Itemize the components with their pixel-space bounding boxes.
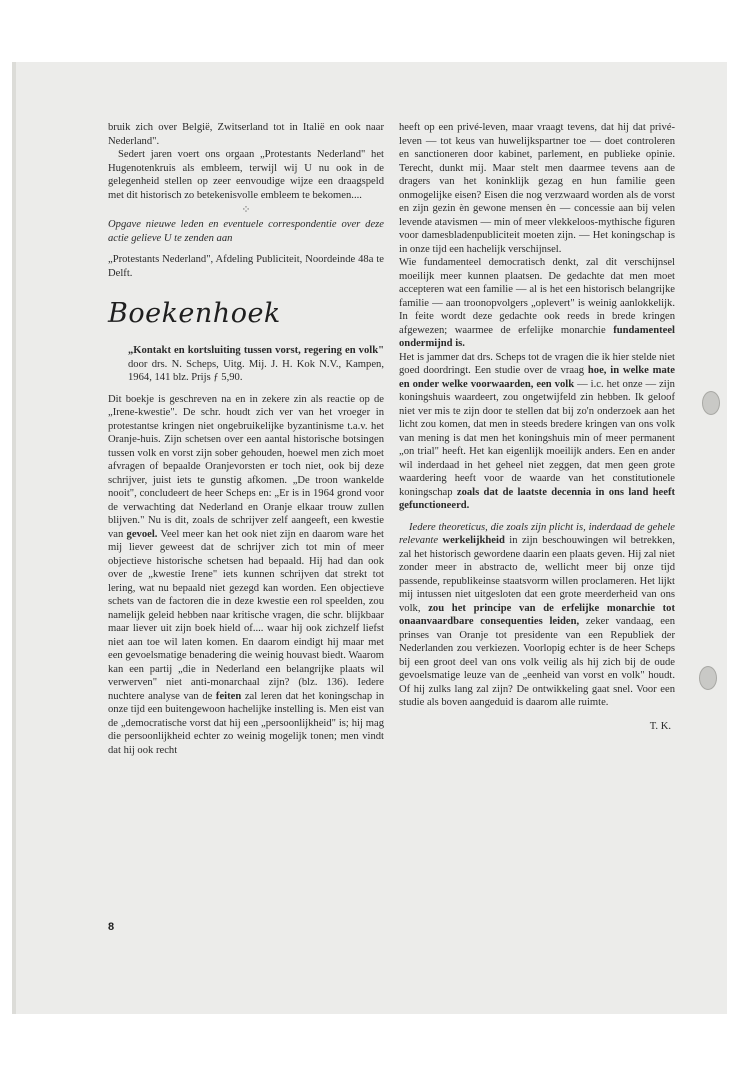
paragraph-text: Wie fundamenteel democratisch denkt, zal dit verschijnsel moeilijk meer kunnen plaatsen. De gedachte dat men moet accepteren wat een familie — al is het een historisch belangrijke familie — aan troonopvolgers „oplevert" is weinig aanlokkelijk. In feite wordt deze gedachte ook reeds in brede kringen afgewezen; waarmee de erfelijke monarchie — [399, 257, 675, 336]
review-bold: gevoel. — [126, 528, 158, 540]
book-reference — [128, 344, 384, 385]
review-text: zal leren dat het koningschap in onze tijd een buitengewoon hachelijke instelling is. Men eist van de „democratische vorst dat hij een „persoonlijkheid" is; hij mag die persoonlijkheid echter zo weinig mogelijk tonen; men vindt dat hij ook recht — [108, 690, 384, 756]
paragraph-bold: fundamenteel ondermijnd is. — [399, 324, 675, 349]
page-number: 8 — [108, 921, 115, 933]
right-paragraph-3 — [399, 351, 675, 513]
paragraph-bold: hoe, in welke mate en onder welke voorwaarden, een volk — [399, 365, 675, 390]
paragraph-bold: zoals dat de laatste decennia in ons land heeft gefunctioneerd. — [399, 486, 675, 511]
review-paragraph-1 — [108, 393, 384, 758]
intro-paragraph-2: Sedert jaren voert ons orgaan „Protestants Nederland" het Hugenotenkruis als embleem, terwijl wij U nu ook in de gelegenheid stellen op zeer eenvoudige wijze een draagspeld met dit historisch zo betekenisvolle embleem te bekomen.... — [108, 149, 384, 201]
paragraph-text: zeker vandaag, een prinses van Oranje tot presidente van een Republiek der Nederlanden zou verkiezen. Voorlopig echter is de heer Scheps bij een groot deel van ons volk veilig als hij zich bij de oude gevoelsmatige leuze van de „eenheid van vorst en volk" houdt. Of hij zulks lang zal zijn? De ontwikkeling gaat snel. Voor een studie als boven aangeduid is daarom alle ruimte. — [399, 616, 675, 708]
paragraph-bold: zou het principe van de erfelijke monarchie tot onaanvaardbare consequenties leiden, — [399, 602, 675, 627]
review-text: Dit boekje is geschreven na en in zekere zin als reactie op de „Irene-kwestie". De schr. houdt zich ver van het vroeger in protestantse kringen niet ongebruikelijke byzantinisme t.a.v. het Oranje-huis. Zijn schetsen over een aantal historische botsingen tussen volk en vorst zijn sober gehouden, hoewel men zich moet afvragen of bepaalde Oranjevorsten er toch niet, ook bij deze schrijver, juist iets te gunstig afkomen. „De troon wankelde nooit", concludeert de heer Scheps en: „Er is in 1964 grond voor de verwachting dat Nederland en Oranje elkaar trouw zullen blijven." Nu is dit, zoals de schrijver zelf aangeeft, een kwestie van — [108, 393, 384, 540]
left-column — [108, 121, 384, 757]
section-heading: Boekenhoek — [108, 298, 281, 329]
binder-hole — [699, 666, 717, 690]
right-column — [399, 121, 675, 733]
review-bold: feiten — [215, 690, 242, 702]
right-paragraph-4 — [399, 521, 675, 710]
section-heading-row — [108, 294, 384, 334]
signature: T. K. — [649, 720, 671, 732]
review-text: Veel meer kan het ook niet zijn en daarom ware het mij liever geweest dat de schrijver zich tot min of meer objectieve historische schetsen had bepaald. Hij had dan ook over de „kwestie Irene" iets kunnen schrijven dat strekt tot lering, wat nu bepaald niet gezegd kan worden. Een objectieve schets van de factoren die in deze kwestie een rol speelden, zou namelijk geleid hebben naar kritische vragen, die schr. blijkbaar maar liever uit zijn boek hield of.... waar hij ook zichzelf liefst niet aan toe wil laten komen. En daarom eindigt hij maar met een gevoelsmatige benadering die weinig houvast biedt. Waarom kan een partij „die in Nederland een belangrijke plaats wil verwerven" niet anti-monarchaal zijn? (blz. 136). Iedere nuchtere analyse van de — [108, 528, 384, 702]
right-paragraph-2 — [399, 256, 675, 351]
page-edge-shadow — [12, 62, 16, 1014]
ornament-glyph: ⁘ — [241, 204, 251, 216]
paragraph-text: in zijn beschouwingen wil betrekken, zal het historisch gewordene daarin een plaats geven. Hij zal niet zonder meer in abstracto de, wellicht meer bij onze tijd passende, republikeinse staatsvorm willen proclameren. Het lijkt mij intussen niet uitgesloten dat een grote meerderheid van ons volk, — [399, 535, 675, 614]
book-details: door drs. N. Scheps, Uitg. Mij. J. H. Kok N.V., Kampen, 1964, 141 blz. Prijs ƒ 5,90. — [128, 358, 384, 383]
right-paragraph-1: heeft op een privé-leven, maar vraagt tevens, dat hij dat privé-leven — tot keus van huwelijkspartner toe — doet controleren en sanctioneren door kabinet, parlement, en publieke opinie. Terecht, dunkt mij. Maar stelt men daarmee tevens aan de dragers van het koninklijk gezag en hun familie geen onmogelijke eisen? Eisen die nog verzwaard worden als de vorst en zijn gezin èn gewone mensen èn — concessie aan bij velen levende atavismen — min of meer vlekkeloos-mythische figuren voor damesbladenpubliciteit moeten zijn. — Het koningschap is in onze tijd een hachelijk verschijnsel. — [399, 122, 675, 255]
notice-line-1: Opgave nieuwe leden en eventuele correspondentie over deze actie gelieve U te zenden aan — [108, 219, 384, 244]
intro-paragraph-1: bruik zich over België, Zwitserland tot in Italië en ook naar Nederland". — [108, 122, 384, 147]
paragraph-bold: werkelijkheid — [442, 535, 505, 546]
paragraph-text: Iedere theoreticus, die zoals zijn plicht is, inderdaad de gehele relevante — [399, 521, 675, 546]
book-title: „Kontakt en kortsluiting tussen vorst, regering en volk" — [128, 345, 384, 356]
binder-hole — [702, 391, 720, 415]
paragraph-text: Het is jammer dat drs. Scheps tot de vragen die ik hier stelde niet goed doordringt. Een studie over de vraag — [399, 351, 675, 376]
notice-line-2: „Protestants Nederland", Afdeling Publiciteit, Noordeinde 48a te Delft. — [108, 254, 384, 279]
paragraph-text: — i.c. het onze — zijn koningshuis waardeert, zou ongetwijfeld zin hebben. Ik geloof niet ver mis te zijn door te stellen dat bij zo'n onderzoek aan het licht zou komen, dat men in steeds bredere kringen van ons volk van mening is dat men het koningshuis min of meer permanent „on trial" heeft. Het kan eigenlijk moeilijk anders. Een en ander wil inderdaad in het geheel niet zeggen, dat men geen grote waardering heeft voor de waarde van het constitutionele koningschap — [399, 378, 675, 498]
